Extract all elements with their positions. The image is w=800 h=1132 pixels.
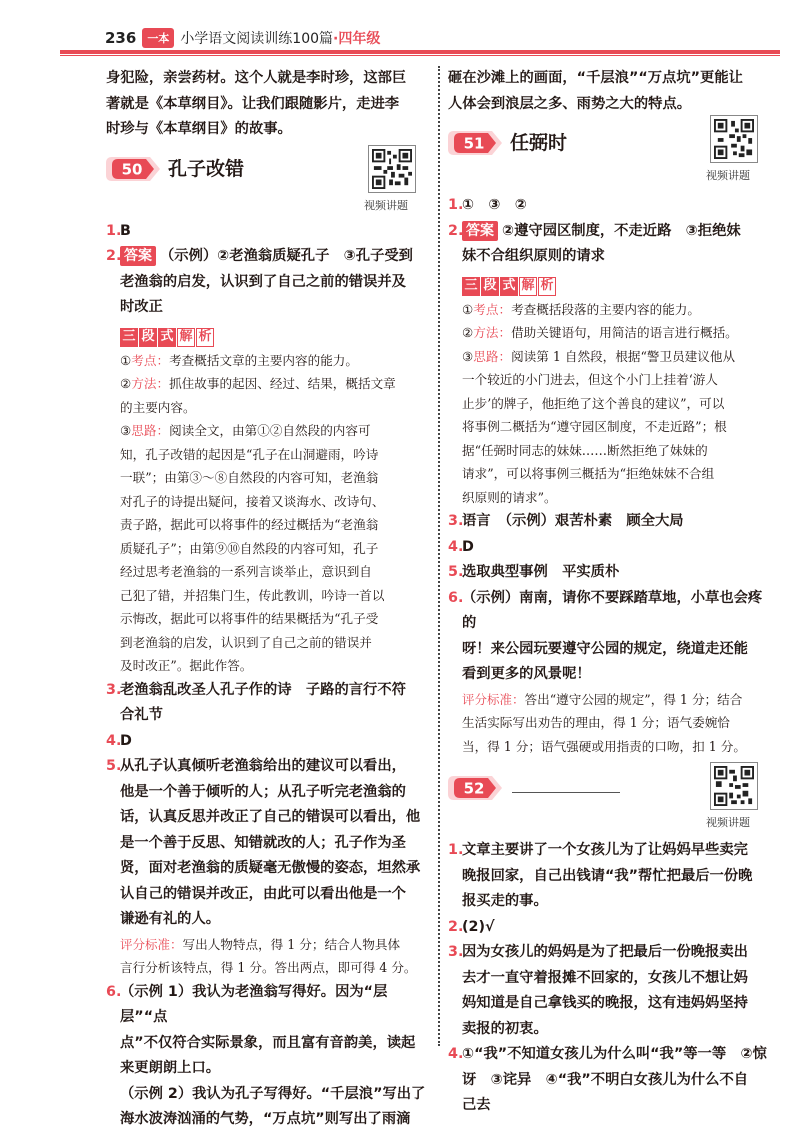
answer-text: 认自己的错误并改正，由此可以看出他是一个: [120, 885, 406, 902]
analysis-text: 一个较近的小门进去，但这个小门上挂着‘游人: [462, 372, 718, 387]
answer-text: 选取典型事例 平实质朴: [462, 564, 620, 580]
answer-item: [106, 754, 430, 980]
header-rule-thin: [60, 55, 780, 56]
answer-text: D: [120, 732, 132, 749]
answer-text: 语言 （示例）艰苦朴素 顾全大局: [462, 513, 684, 529]
answer-item: [106, 729, 430, 755]
answer-text: 是一个善于反思、知错就改的人；孔子作为圣: [120, 834, 406, 851]
answer-text: 卖报的初衷。: [462, 1020, 548, 1037]
section-52-header: [448, 762, 774, 838]
badge-char: 析: [538, 277, 556, 296]
answer-text: 来更朗朗上口。: [120, 1060, 221, 1076]
answer-text: 晚报回家，自己出钱请“我”帮忙把最后一份晚: [462, 867, 753, 884]
question-number: 6.: [448, 589, 464, 606]
answer-item: [448, 915, 774, 941]
question-number: 2.: [448, 222, 464, 239]
answer-text: 合礼节: [120, 707, 163, 723]
answer-text: 妈知道是自己拿钱买的晚报，这有违妈妈坚持: [462, 995, 748, 1011]
question-number: 5.: [448, 564, 464, 580]
analysis-text: 知，孔子改错的起因是“孔子在山洞避雨，吟诗: [120, 446, 379, 462]
analysis-text: 考查概括文章的主要内容的能力。: [169, 352, 358, 368]
analysis-tag: 考点：: [473, 301, 512, 317]
answer-item: [106, 678, 430, 729]
analysis-text: 一联”；由第③～⑧自然段的内容可知，老渔翁: [120, 470, 379, 485]
question-number: 1.: [448, 842, 464, 858]
column-divider: [438, 66, 440, 1046]
question-number: 3.: [448, 513, 464, 529]
question-number: 2.: [448, 918, 464, 935]
text-line: 著就是《本草纲目》。让我们跟随影片，走进李: [106, 95, 400, 112]
answer-text: 讶 ③诧异 ④“我”不明白女孩儿为什么不自: [462, 1071, 749, 1088]
question-number: 4.: [448, 538, 464, 555]
scoring-tag: 评分标准：: [462, 691, 525, 707]
answer-text: 话，认真反思并改正了自己的错误可以看出，他: [120, 809, 421, 825]
section-title: 任弼时: [510, 132, 568, 154]
scoring-text: 生活实际写出劝告的理由，得 1 分；语气委婉恰: [462, 715, 730, 730]
answer-text: 点”不仅符合实际景象，而且富有音韵美，读起: [120, 1034, 416, 1051]
answer-item: [106, 244, 430, 321]
question-number: 6.: [106, 983, 122, 1000]
question-number: 5.: [106, 758, 122, 774]
scoring-criteria: [120, 933, 430, 980]
answer-text: 时改正: [120, 299, 163, 315]
answer-item: [448, 1042, 774, 1119]
answer-text: (2)√: [462, 918, 495, 935]
scoring-text: 答出“遵守公园的规定”，得 1 分；结合: [524, 691, 743, 707]
scoring-text: 写出人物特点，得 1 分；结合人物具体: [182, 936, 401, 952]
answer-text: 贤，面对老渔翁的质疑毫无傲慢的姿态，坦然承: [120, 860, 421, 876]
analysis-text: 考查概括段落的主要内容的能力。: [511, 301, 700, 317]
analysis-text: 及时改正”。据此作答。: [120, 658, 253, 673]
qr-pattern: [714, 119, 754, 159]
badge-char: 三: [120, 328, 138, 347]
analysis-text: 经过思考老渔翁的一系列言谈举止，意识到自: [120, 564, 372, 579]
text-line: 身犯险，亲尝药材。这个人就是李时珍，这部巨: [106, 70, 407, 86]
analysis-text: 将事例二概括为“遵守园区制度，不走近路”；根: [462, 419, 727, 434]
answer-item: [448, 509, 774, 535]
badge-char: 式: [500, 277, 518, 296]
page-number: 236: [105, 29, 137, 47]
section-51-header: [448, 117, 774, 189]
section-title: 孔子改错: [168, 157, 245, 180]
analysis-num: ②: [462, 325, 474, 340]
answer-item: [448, 838, 774, 915]
analysis-num: ③: [462, 348, 474, 364]
answer-item: [448, 219, 774, 270]
badge-char: 解: [519, 277, 537, 296]
scoring-text: 当，得 1 分；语气强硬或用指责的口吻，扣 1 分。: [462, 738, 746, 754]
text-line: 时珍与《本草纲目》的故事。: [106, 121, 292, 137]
section-number-badge: [448, 774, 504, 802]
video-explain-label: 视频讲题: [364, 198, 408, 212]
analysis-text: 织原则的请求”。: [462, 489, 557, 505]
badge-char: 式: [158, 328, 176, 347]
answer-text: 从孔子认真倾听老渔翁给出的建议可以看出，: [120, 758, 406, 774]
analysis-block: [106, 349, 430, 678]
section-50-header: [106, 143, 430, 215]
answer-text: ②遵守园区制度，不走近路 ③拒绝妹: [502, 222, 741, 239]
answer-text: 看到更多的风景呢！: [462, 666, 591, 682]
section-number: 52: [463, 779, 485, 798]
question-number: 4.: [106, 732, 122, 749]
section-number-badge: [448, 129, 504, 157]
question-number: 1.: [448, 197, 464, 213]
header-rule: [60, 50, 780, 54]
running-header: [105, 26, 380, 50]
book-series-title: 小学语文阅读训练100篇: [180, 31, 334, 47]
answer-item: [106, 980, 430, 1132]
answer-text: （示例）②老渔翁质疑孔子 ③孔子受到: [160, 248, 413, 264]
right-column: [448, 66, 774, 1119]
qr-code-icon[interactable]: [368, 145, 416, 193]
answer-text: （示例）南南，请你不要踩踏草地，小草也会疼的: [462, 589, 763, 631]
answer-text: 老渔翁乱改圣人孔子作的诗 子路的言行不符: [120, 681, 406, 698]
answer-item: [448, 193, 774, 219]
answer-text: （示例 1）我认为老渔翁写得好。因为“层层”“点: [120, 983, 388, 1025]
brand-logo: 一本: [142, 28, 174, 48]
badge-char: 析: [196, 328, 214, 347]
left-column: [106, 66, 430, 1132]
analysis-num: ②: [120, 376, 132, 391]
analysis-num: ①: [462, 301, 474, 317]
scoring-criteria: [462, 688, 774, 759]
answer-text: ①“我”不知道女孩儿为什么叫“我”等一等 ②惊: [462, 1046, 767, 1062]
badge-char: 三: [462, 277, 480, 296]
analysis-tag: 思路：: [473, 348, 512, 364]
answer-badge: 答案: [120, 246, 156, 266]
analysis-tag: 考点：: [131, 352, 170, 368]
answer-text: 报买走的事。: [462, 893, 548, 909]
analysis-text: 己犯了错，并招集门生，传此教训，吟诗一首以: [120, 587, 385, 603]
text-line: 人体会到浪层之多、雨势之大的特点。: [448, 95, 692, 112]
answer-text: 因为女孩儿的妈妈是为了把最后一份晚报卖出: [462, 944, 748, 960]
title-blank-line: [512, 792, 620, 793]
analysis-tag: 方法：: [131, 376, 170, 391]
qr-pattern: [714, 766, 754, 806]
answer-text: ① ③ ②: [462, 197, 527, 213]
three-step-analysis-badge: [120, 325, 215, 347]
answer-text: B: [120, 222, 131, 239]
answer-item: [448, 940, 774, 1042]
analysis-text: 责子路，据此可以将事件的经过概括为“老渔翁: [120, 517, 379, 532]
analysis-text: 阅读第 1 自然段，根据“警卫员建议他从: [511, 348, 736, 364]
analysis-num: ③: [120, 423, 132, 438]
continued-answer: [448, 66, 774, 117]
answer-text: 他是一个善于倾听的人；从孔子听完老渔翁的: [120, 783, 406, 800]
scoring-text: 言行分析该特点，得 1 分。答出两点，即可得 4 分。: [120, 960, 417, 975]
three-step-analysis-badge: [462, 274, 557, 296]
analysis-text: 质疑孔子”；由第⑨⑩自然段的内容可知，孔子: [120, 540, 379, 556]
badge-char: 段: [481, 277, 499, 296]
badge-char: 解: [177, 328, 195, 347]
answer-text: （示例 2）我认为孔子写得好。“千层浪”写出了: [120, 1085, 426, 1102]
section-number-badge: [106, 155, 162, 183]
analysis-text: 据“任弼时同志的妹妹……断然拒绝了妹妹的: [462, 442, 708, 458]
answer-text: 老渔翁的启发，认识到了自己之前的错误并及: [120, 273, 406, 290]
answer-text: 谦逊有礼的人。: [120, 911, 221, 927]
question-number: 4.: [448, 1046, 464, 1062]
analysis-block: [448, 298, 774, 510]
question-number: 2.: [106, 248, 122, 264]
answer-item: [448, 535, 774, 561]
qr-pattern: [372, 149, 412, 189]
analysis-tag: 思路：: [131, 423, 170, 438]
section-number: 51: [463, 134, 485, 153]
answer-text: 文章主要讲了一个女孩儿为了让妈妈早些卖完: [462, 842, 748, 858]
question-number: 1.: [106, 222, 122, 239]
scoring-tag: 评分标准：: [120, 936, 183, 952]
analysis-text: 止步’的牌子，他拒绝了这个善良的建议”，可以: [462, 395, 725, 411]
qr-code-icon[interactable]: [710, 115, 758, 163]
grade-label: ·四年级: [333, 31, 381, 47]
analysis-text: 到老渔翁的启发，认识到了自己之前的错误并: [120, 634, 372, 650]
answer-badge: 答案: [462, 221, 498, 241]
intro-paragraph: [106, 66, 430, 143]
question-number: 3.: [106, 681, 122, 698]
badge-char: 段: [139, 328, 157, 347]
analysis-text: 抓住故事的起因、经过、结果，概括文章: [169, 376, 396, 391]
answer-text: 呀！来公园玩要遵守公园的规定，绕道走还能: [462, 640, 748, 657]
text-line: 砸在沙滩上的画面，“千层浪”“万点坑”更能让: [448, 70, 743, 86]
analysis-text: 阅读全文，由第①②自然段的内容可: [169, 423, 371, 438]
analysis-text: 示悔改，据此可以将事件的结果概括为“孔子受: [120, 611, 379, 626]
section-number: 50: [121, 160, 143, 178]
analysis-text: 对孔子的诗提出疑问，接着又谈海水、改诗句、: [120, 493, 385, 509]
analysis-text: 请求”，可以将事例三概括为“拒绝妹妹不合组: [462, 466, 715, 481]
answer-text: 去才一直守着报摊不回家的，女孩儿不想让妈: [462, 969, 748, 986]
analysis-text: 的主要内容。: [120, 399, 196, 415]
answer-text: 海水波涛汹涌的气势，“万点坑”则写出了雨滴: [120, 1111, 411, 1127]
video-explain-label: 视频讲题: [706, 169, 750, 182]
answer-text: 妹不合组织原则的请求: [462, 248, 605, 264]
analysis-num: ①: [120, 352, 132, 368]
answer-text: 己去: [462, 1097, 491, 1113]
qr-code-icon[interactable]: [710, 762, 758, 810]
answer-item: [448, 586, 774, 759]
question-number: 3.: [448, 944, 464, 960]
answer-item: [448, 560, 774, 586]
answer-text: D: [462, 538, 474, 555]
analysis-text: 借助关键语句，用简洁的语言进行概括。: [511, 325, 738, 340]
video-explain-label: 视频讲题: [706, 816, 750, 829]
answer-item: [106, 219, 430, 245]
analysis-tag: 方法：: [473, 325, 512, 340]
